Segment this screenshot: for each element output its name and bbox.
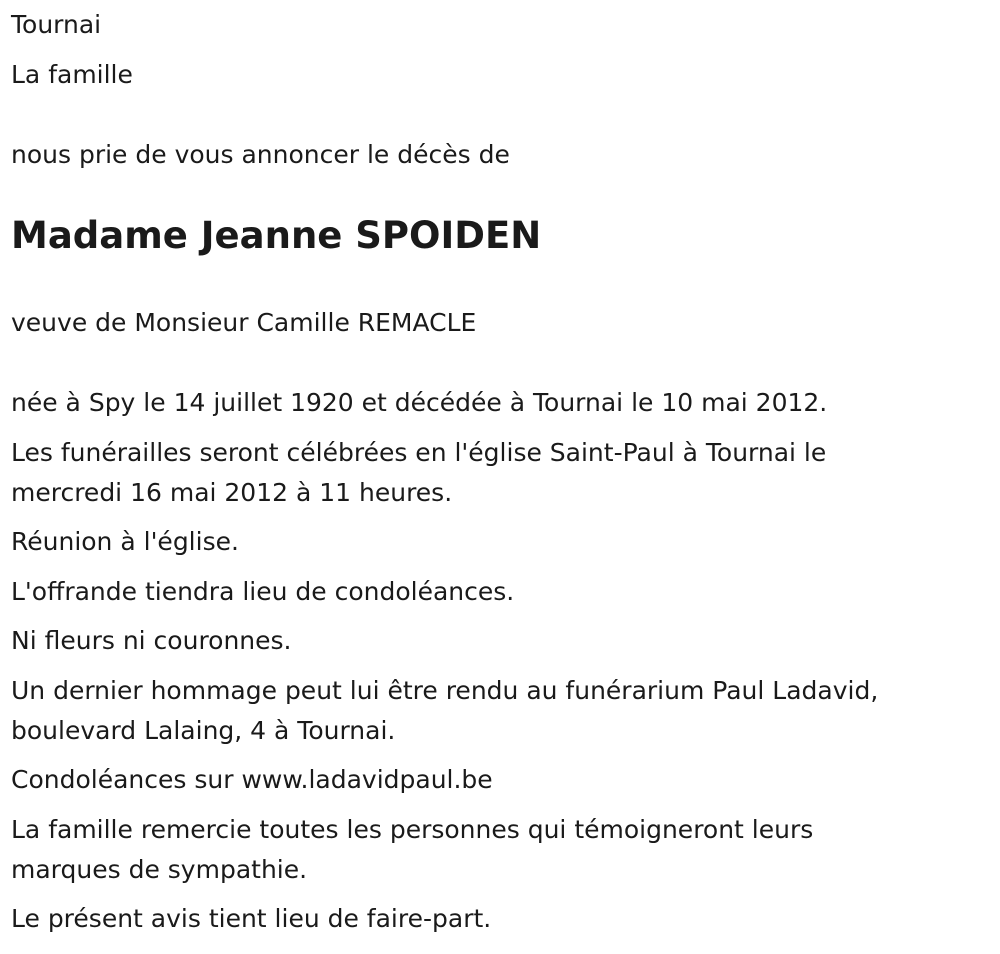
thanks-text-line-2: marques de sympathie. [11, 855, 308, 884]
announcement-text: nous prie de vous annoncer le décès de [11, 140, 510, 169]
tribute-text-line-2: boulevard Lalaing, 4 à Tournai. [11, 716, 396, 745]
condolences-link[interactable]: www.ladavidpaul.be [241, 765, 493, 794]
funeral-text-line-2: mercredi 16 mai 2012 à 11 heures. [11, 478, 453, 507]
thanks-text-line-1: La famille remercie toutes les personnes qui témoigneront leurs [11, 815, 814, 844]
condolences-prefix: Condoléances sur [11, 765, 242, 794]
birth-death-text: née à Spy le 14 juillet 1920 et décédée à Tournai le 10 mai 2012. [11, 388, 828, 417]
spouse-text: veuve de Monsieur Camille REMACLE [11, 308, 477, 337]
family-label: La famille [11, 60, 133, 89]
closing-text: Le présent avis tient lieu de faire-part. [11, 904, 492, 933]
deceased-name: Madame Jeanne SPOIDEN [11, 214, 542, 257]
tribute-text-line-1: Un dernier hommage peut lui être rendu au funérarium Paul Ladavid, [11, 676, 879, 705]
condolences-text [11, 760, 493, 800]
city-label: Tournai [11, 10, 102, 39]
meeting-text: Réunion à l'église. [11, 527, 239, 556]
offering-text: L'offrande tiendra lieu de condoléances. [11, 577, 515, 606]
funeral-text-line-1: Les funérailles seront célébrées en l'église Saint-Paul à Tournai le [11, 438, 827, 467]
flowers-text: Ni fleurs ni couronnes. [11, 626, 292, 655]
